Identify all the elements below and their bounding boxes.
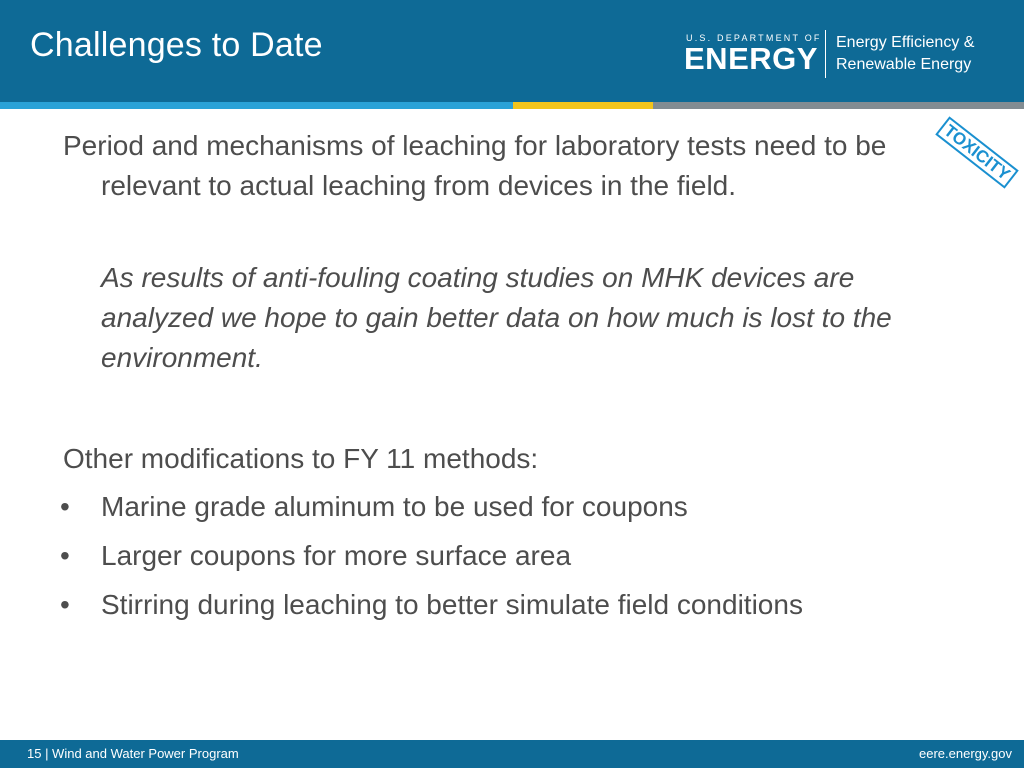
footer-page-label: 15 | Wind and Water Power Program [27, 746, 239, 761]
bullet-marker: • [60, 540, 70, 571]
bullet-marker: • [60, 491, 70, 522]
footer-bar [0, 740, 1024, 768]
logo-energy-text: ENERGY [684, 41, 818, 76]
italic-note: As results of anti-fouling coating studies on MHK devices are analyzed we hope to gain better data on how much is lost to the environment. [101, 262, 892, 373]
bullet-marker: • [60, 589, 70, 620]
bullet-text: Larger coupons for more surface area [101, 540, 572, 571]
footer-website: eere.energy.gov [919, 746, 1012, 761]
toxicity-stamp-text: TOXICITY [935, 116, 1019, 188]
logo-office-line1: Energy Efficiency & [836, 34, 975, 51]
bullet-text: Stirring during leaching to better simulate field conditions [101, 589, 803, 620]
slide-title: Challenges to Date [30, 26, 323, 64]
paragraph-leaching-period: Period and mechanisms of leaching for laboratory tests need to be relevant to actual leaching from devices in the field. [63, 130, 887, 201]
bullet-text: Marine grade aluminum to be used for coupons [101, 491, 688, 522]
logo-department-text: U.S. DEPARTMENT OF [686, 33, 822, 43]
paragraph-modifications: Other modifications to FY 11 methods: [63, 443, 539, 474]
logo-office-line2: Renewable Energy [836, 56, 972, 73]
